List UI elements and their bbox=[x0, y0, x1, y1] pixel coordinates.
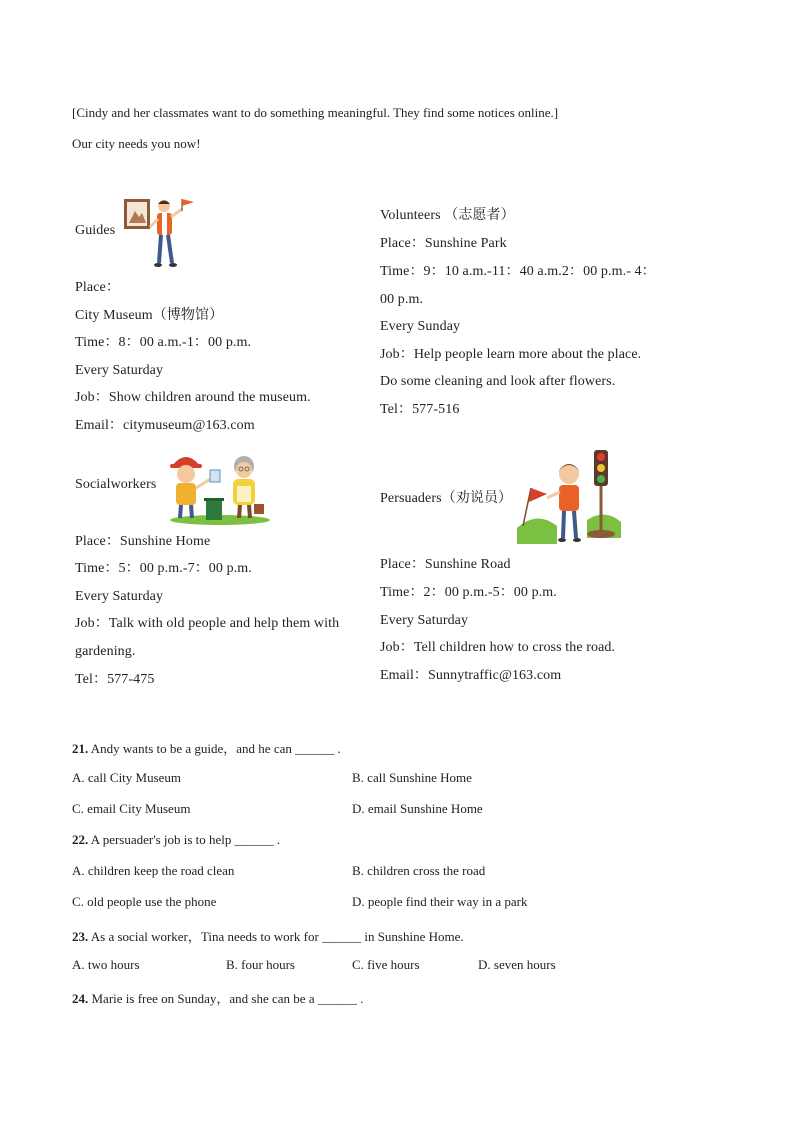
question-number: 23. bbox=[72, 929, 89, 944]
place-text: Place：Sunshine Road bbox=[380, 557, 511, 572]
guide-illustration-icon bbox=[122, 195, 202, 270]
option-d: D. email Sunshine Home bbox=[352, 801, 483, 816]
question-text bbox=[72, 738, 341, 757]
day-text: Every Saturday bbox=[75, 363, 164, 378]
place-text: Place：Sunshine Park bbox=[380, 236, 507, 251]
option-a: A. children keep the road clean bbox=[72, 863, 235, 878]
option-c: C. five hours bbox=[352, 957, 420, 972]
job-text: Job：Help people learn more about the place. bbox=[380, 347, 642, 362]
option-d: D. seven hours bbox=[478, 957, 556, 972]
job-text: Job：Talk with old people and help them with bbox=[75, 616, 340, 631]
time-text: Time：5：00 p.m.-7：00 p.m. bbox=[75, 561, 252, 576]
job-text: Job：Tell children how to cross the road. bbox=[380, 640, 616, 655]
question-text bbox=[72, 926, 464, 945]
intro-line: [Cindy and her classmates want to do something meaningful. They find some notices online.] bbox=[72, 105, 559, 120]
time-text: Time：2：00 p.m.-5：00 p.m. bbox=[380, 585, 557, 600]
day-text: Every Sunday bbox=[380, 319, 461, 334]
intro-slogan: Our city needs you now! bbox=[72, 136, 201, 151]
question-stem: As a social worker，Tina needs to work for ______ in Sunshine Home. bbox=[88, 929, 464, 944]
question-stem: Andy wants to be a guide，and he can ______ . bbox=[88, 741, 341, 756]
question-text bbox=[72, 832, 280, 848]
tel-text: Tel：577-516 bbox=[380, 402, 460, 417]
question-stem: A persuader's job is to help ______ . bbox=[88, 832, 281, 847]
option-c: C. email City Museum bbox=[72, 801, 191, 816]
option-b: B. children cross the road bbox=[352, 863, 486, 878]
time-text-cont: 00 p.m. bbox=[380, 292, 424, 307]
option-c: C. old people use the phone bbox=[72, 894, 217, 909]
job-text: Job：Show children around the museum. bbox=[75, 390, 311, 405]
option-b: B. four hours bbox=[226, 957, 295, 972]
job-text-cont: gardening. bbox=[75, 644, 136, 659]
notice-heading: Guides bbox=[75, 223, 116, 238]
notice-heading: Volunteers （志愿者） bbox=[380, 208, 515, 223]
question-number: 21. bbox=[72, 741, 89, 756]
place-value: City Museum（博物馆） bbox=[75, 308, 224, 323]
option-a: A. two hours bbox=[72, 957, 140, 972]
time-text: Time：8：00 a.m.-1：00 p.m. bbox=[75, 335, 252, 350]
question-number: 24. bbox=[72, 991, 89, 1006]
socialworker-illustration-icon bbox=[168, 448, 272, 524]
time-text: Time：9：10 a.m.-11：40 a.m.2：00 p.m.- 4： bbox=[380, 264, 656, 279]
day-text: Every Saturday bbox=[75, 589, 164, 604]
tel-text: Tel：577-475 bbox=[75, 672, 155, 687]
question-stem: Marie is free on Sunday，and she can be a ______ . bbox=[88, 991, 364, 1006]
day-text: Every Saturday bbox=[380, 613, 469, 628]
email-text: Email：citymuseum@163.com bbox=[75, 418, 255, 433]
option-b: B. call Sunshine Home bbox=[352, 770, 472, 785]
job-text-cont: Do some cleaning and look after flowers. bbox=[380, 374, 616, 389]
place-text: Place：Sunshine Home bbox=[75, 534, 211, 549]
notice-heading: Persuaders（劝说员） bbox=[380, 491, 513, 506]
notice-heading: Socialworkers bbox=[75, 477, 157, 492]
option-d: D. people find their way in a park bbox=[352, 894, 528, 909]
email-text: Email：Sunnytraffic@163.com bbox=[380, 668, 562, 683]
persuader-illustration-icon bbox=[517, 448, 625, 546]
option-a: A. call City Museum bbox=[72, 770, 182, 785]
question-number: 22. bbox=[72, 832, 89, 847]
place-label: Place： bbox=[75, 280, 120, 295]
question-text bbox=[72, 988, 363, 1007]
